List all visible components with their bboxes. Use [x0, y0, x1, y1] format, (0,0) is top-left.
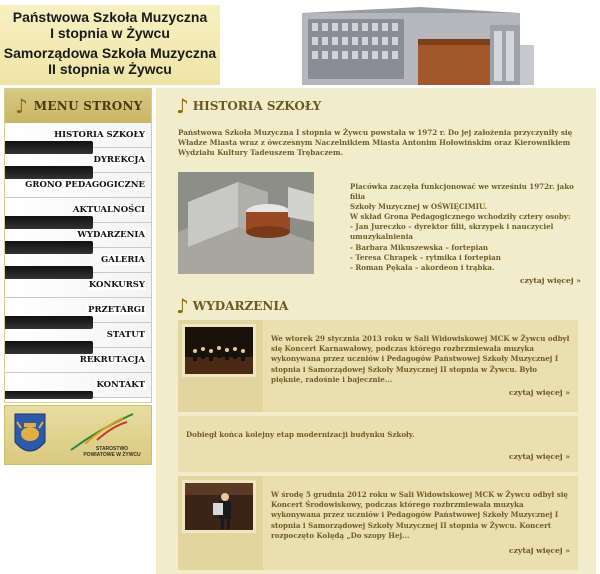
history-details: Placówka zaczęła funkcjonować we wrześniu 1972r. jako filia Szkoły Muzycznej w OŚWIĘCIMIU. W skład Grona Pedagogicznego wchodziły cztery osoby: - Jan Jureczko – dyrektor filii, skrzypek i nauczyciel umuzykalnienia - Barbara Mikuszewska – fortepian - Teresa Chrapek – rytmika i fortepian - Roman Pękala – akordeon i trąbka. — [350, 182, 574, 272]
history-read-more-link[interactable]: czytaj więcej » — [520, 276, 582, 285]
site-title-block — [0, 5, 220, 85]
school-name-line-2: I stopnia w Żywcu — [50, 25, 170, 41]
menu-item-kontakt[interactable]: KONTAKT — [5, 373, 151, 398]
school-building-banner — [220, 5, 600, 85]
event-item-community-concert — [178, 476, 578, 570]
menu-item-wydarzenia[interactable]: WYDARZENIA — [5, 223, 151, 248]
menu-item-konkursy[interactable]: KONKURSY — [5, 273, 151, 298]
piano-black-key — [5, 341, 93, 354]
event-item-modernization — [178, 416, 578, 472]
event-read-more-link[interactable]: czytaj więcej » — [508, 388, 570, 397]
school-name-line-4: II stopnia w Żywcu — [48, 61, 172, 77]
menu-header — [5, 89, 151, 123]
menu-item-rekrutacja[interactable]: REKRUTACJA — [5, 348, 151, 373]
menu-item-galeria[interactable]: GALERIA — [5, 248, 151, 273]
music-note-icon: ♪ — [176, 294, 189, 318]
partner-logos — [4, 405, 152, 465]
piano-black-key — [5, 391, 93, 399]
menu-item-aktualnosci[interactable]: AKTUALNOŚCI — [5, 198, 151, 223]
event-thumbnail-orchestra[interactable] — [182, 324, 256, 377]
music-note-icon: ♪ — [15, 94, 28, 118]
event-text-box — [263, 476, 578, 570]
music-note-icon: ♪ — [176, 94, 189, 118]
menu-item-dyrekcja[interactable]: DYREKCJA — [5, 148, 151, 173]
menu-title: MENU STRONY — [33, 99, 143, 113]
event-description: We wtorek 29 stycznia 2013 roku w Sali Widowiskowej MCK w Żywcu odbył się Koncert Karnawałowy, podczas którego rozbrzmiewała muzyka wykonywana przez uczniów i Pedagogów Państwowej Szkoły Muzycznej I stopnia i Samorządowej Szkoły Muzycznej II stopnia w Żywcu. Było pięknie, radośnie i bajecznie... — [271, 334, 570, 384]
piano-black-key — [5, 266, 93, 279]
starostwo-logo-text[interactable]: STAROSTWO POWIATOWE W ŻYWCU — [83, 446, 141, 458]
event-text-box — [263, 320, 578, 412]
menu-item-statut[interactable]: STATUT — [5, 323, 151, 348]
main-menu — [4, 88, 152, 403]
menu-item-historia-szkoly[interactable]: HISTORIA SZKOŁY — [5, 123, 151, 148]
content-area — [156, 88, 596, 574]
menu-item-grono-pedagogiczne[interactable]: GRONO PEDAGOGICZNE — [5, 173, 151, 198]
event-description: W środę 5 grudnia 2012 roku w Sali Widowiskowej MCK w Żywcu odbył się Koncert Środowiskowy, podczas którego rozbrzmiewała muzyka wykonywana przez uczniów i Pedagogów Państwowej Szkoły Muzycznej I stopnia i Samorządowej Szkoły Muzycznej II stopnia w Żywcu. Koncert rozpoczęto Kolędą „Do szopy Hej... — [271, 490, 568, 540]
piano-black-key — [5, 316, 93, 329]
piano-black-key — [5, 141, 93, 154]
event-read-more-link[interactable]: czytaj więcej » — [508, 546, 570, 555]
event-text-box — [178, 416, 578, 472]
history-intro: Państwowa Szkoła Muzyczna I stopnia w Żywcu powstała w 1972 r. Do jej założenia przyczyniły się Władze Miasta wraz z ówczesnym Naczelnikiem Miasta Antonim Hołowińskim oraz Kierownikiem Wydziału Kultury Tadeuszem Trębaczem. — [178, 128, 573, 157]
event-description: Dobiegł końca kolejny etap modernizacji budynku Szkoły. — [186, 430, 415, 439]
event-thumbnail-accordion[interactable] — [182, 480, 256, 533]
events-heading: ♪ WYDARZENIA — [176, 294, 289, 318]
menu-item-przetargi[interactable]: PRZETARGI — [5, 298, 151, 323]
event-item-carnival-concert — [178, 320, 578, 412]
history-heading: ♪ HISTORIA SZKOŁY — [176, 94, 322, 118]
school-name-line-1: Państwowa Szkoła Muzyczna — [12, 9, 208, 25]
school-name-line-3: Samorządowa Szkoła Muzyczna — [3, 45, 217, 61]
piano-black-key — [5, 216, 93, 229]
piano-black-key — [5, 241, 93, 254]
school-model-image[interactable] — [178, 172, 314, 274]
piano-black-key — [5, 166, 93, 179]
piano-keys-menu — [5, 123, 151, 403]
event-read-more-link[interactable]: czytaj więcej » — [508, 452, 570, 461]
